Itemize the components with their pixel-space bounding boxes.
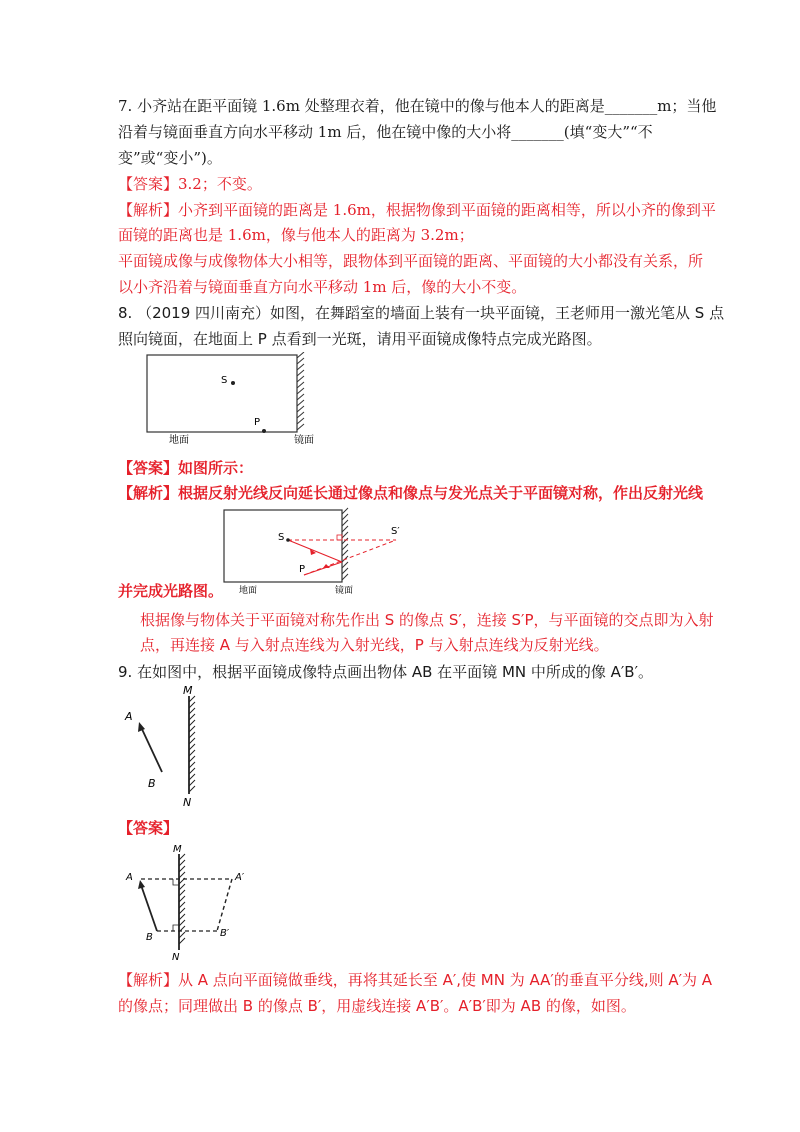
label-b-image: B′	[220, 928, 230, 939]
label-mirror: 镜面	[294, 435, 314, 446]
image-a-b	[217, 879, 232, 931]
label-floor: 地面	[169, 435, 189, 446]
q8-analysis-line4: 点，再连接 A 与入射点连线为入射光线，P 与入射点连线为反射光线。	[140, 636, 609, 654]
object-ab	[141, 885, 157, 931]
q7-text-line1: 7. 小齐站在距平面镜 1.6m 处整理衣着，他在镜中的像与他本人的距离是_______m；当他	[118, 97, 717, 115]
q7-answer: 【答案】3.2；不变。	[118, 175, 262, 193]
label-s: S	[278, 532, 285, 543]
room-outline	[224, 510, 342, 582]
mirror-hatch	[297, 352, 304, 432]
label-b: B	[146, 932, 153, 943]
label-b: B	[148, 777, 156, 790]
q7-analysis-line3: 平面镜成像与成像物体大小相等，跟物体到平面镜的距离、平面镜的大小都没有关系，所	[118, 252, 704, 270]
q7-analysis-line1: 【解析】小齐到平面镜的距离是 1.6m，根据物像到平面镜的距离相等，所以小齐的像到平	[118, 201, 716, 219]
q8-text-line2: 照向镜面，在地面上 P 点看到一光斑，请用平面镜成像特点完成光路图。	[118, 330, 602, 348]
object-ab	[141, 727, 162, 772]
q9-answer: 【答案】	[118, 819, 179, 837]
label-m: M	[183, 684, 193, 697]
room-outline	[147, 355, 297, 432]
q8-analysis-line2: 并完成光路图。	[118, 582, 224, 600]
q7-analysis-line4: 以小齐沿着与镜面垂直方向水平移动 1m 后，像的大小不变。	[118, 278, 527, 296]
q8-question-figure	[142, 352, 332, 451]
right-angle-mark	[337, 535, 342, 540]
label-a: A	[125, 710, 133, 723]
q8-answer: 【答案】如图所示：	[118, 459, 254, 477]
label-a-image: A′	[235, 872, 245, 883]
label-mirror: 镜面	[335, 586, 354, 596]
q8-analysis-line3: 根据像与物体关于平面镜对称先作出 S 的像点 S′，连接 S′P，与平面镜的交点即为入射	[140, 611, 714, 629]
reflected-ray	[304, 562, 342, 575]
q7-text-line2: 沿着与镜面垂直方向水平移动 1m 后，他在镜中像的大小将_______(填“变大”“不	[118, 123, 653, 141]
incident-ray	[288, 540, 342, 562]
q9-analysis-line1: 【解析】从 A 点向平面镜做垂线，再将其延长至 A′,使 MN 为 AA′的垂直平分线,则 A′为 A	[118, 971, 713, 989]
label-p: P	[254, 417, 261, 428]
label-m: M	[173, 844, 182, 855]
q7-analysis-line2: 面镜的距离也是 1.6m，像与他本人的距离为 3.2m；	[118, 226, 474, 244]
label-s: S	[221, 375, 228, 386]
label-n: N	[183, 796, 192, 809]
q8-text-line1: 8. （2019 四川南充）如图，在舞蹈室的墙面上装有一块平面镜，王老师用一激光笔从 S 点	[118, 304, 725, 322]
q8-analysis-line1: 【解析】根据反射光线反向延长通过像点和像点与发光点关于平面镜对称，作出反射光线	[118, 484, 704, 502]
q9-text-line1: 9. 在如图中，根据平面镜成像特点画出物体 AB 在平面镜 MN 中所成的像 A′B′。	[118, 663, 654, 681]
q8-answer-figure	[220, 507, 415, 606]
point-s	[286, 538, 290, 542]
q7-text-line3: 变”或“变小”)。	[118, 149, 222, 167]
label-floor: 地面	[239, 586, 258, 596]
point-s	[231, 381, 235, 385]
label-n: N	[172, 952, 180, 962]
q9-analysis-line2: 的像点；同理做出 B 的像点 B′，用虚线连接 A′B′。A′B′即为 AB 的像，如图。	[118, 997, 636, 1015]
object-arrowhead	[138, 880, 145, 889]
q9-answer-figure	[122, 842, 252, 966]
object-arrowhead	[138, 722, 145, 732]
q9-question-figure	[118, 682, 228, 816]
label-a: A	[126, 872, 133, 883]
point-p	[262, 429, 266, 433]
label-p: P	[299, 564, 306, 575]
label-s-image: S′	[391, 526, 400, 537]
mirror-hatch	[342, 508, 348, 582]
